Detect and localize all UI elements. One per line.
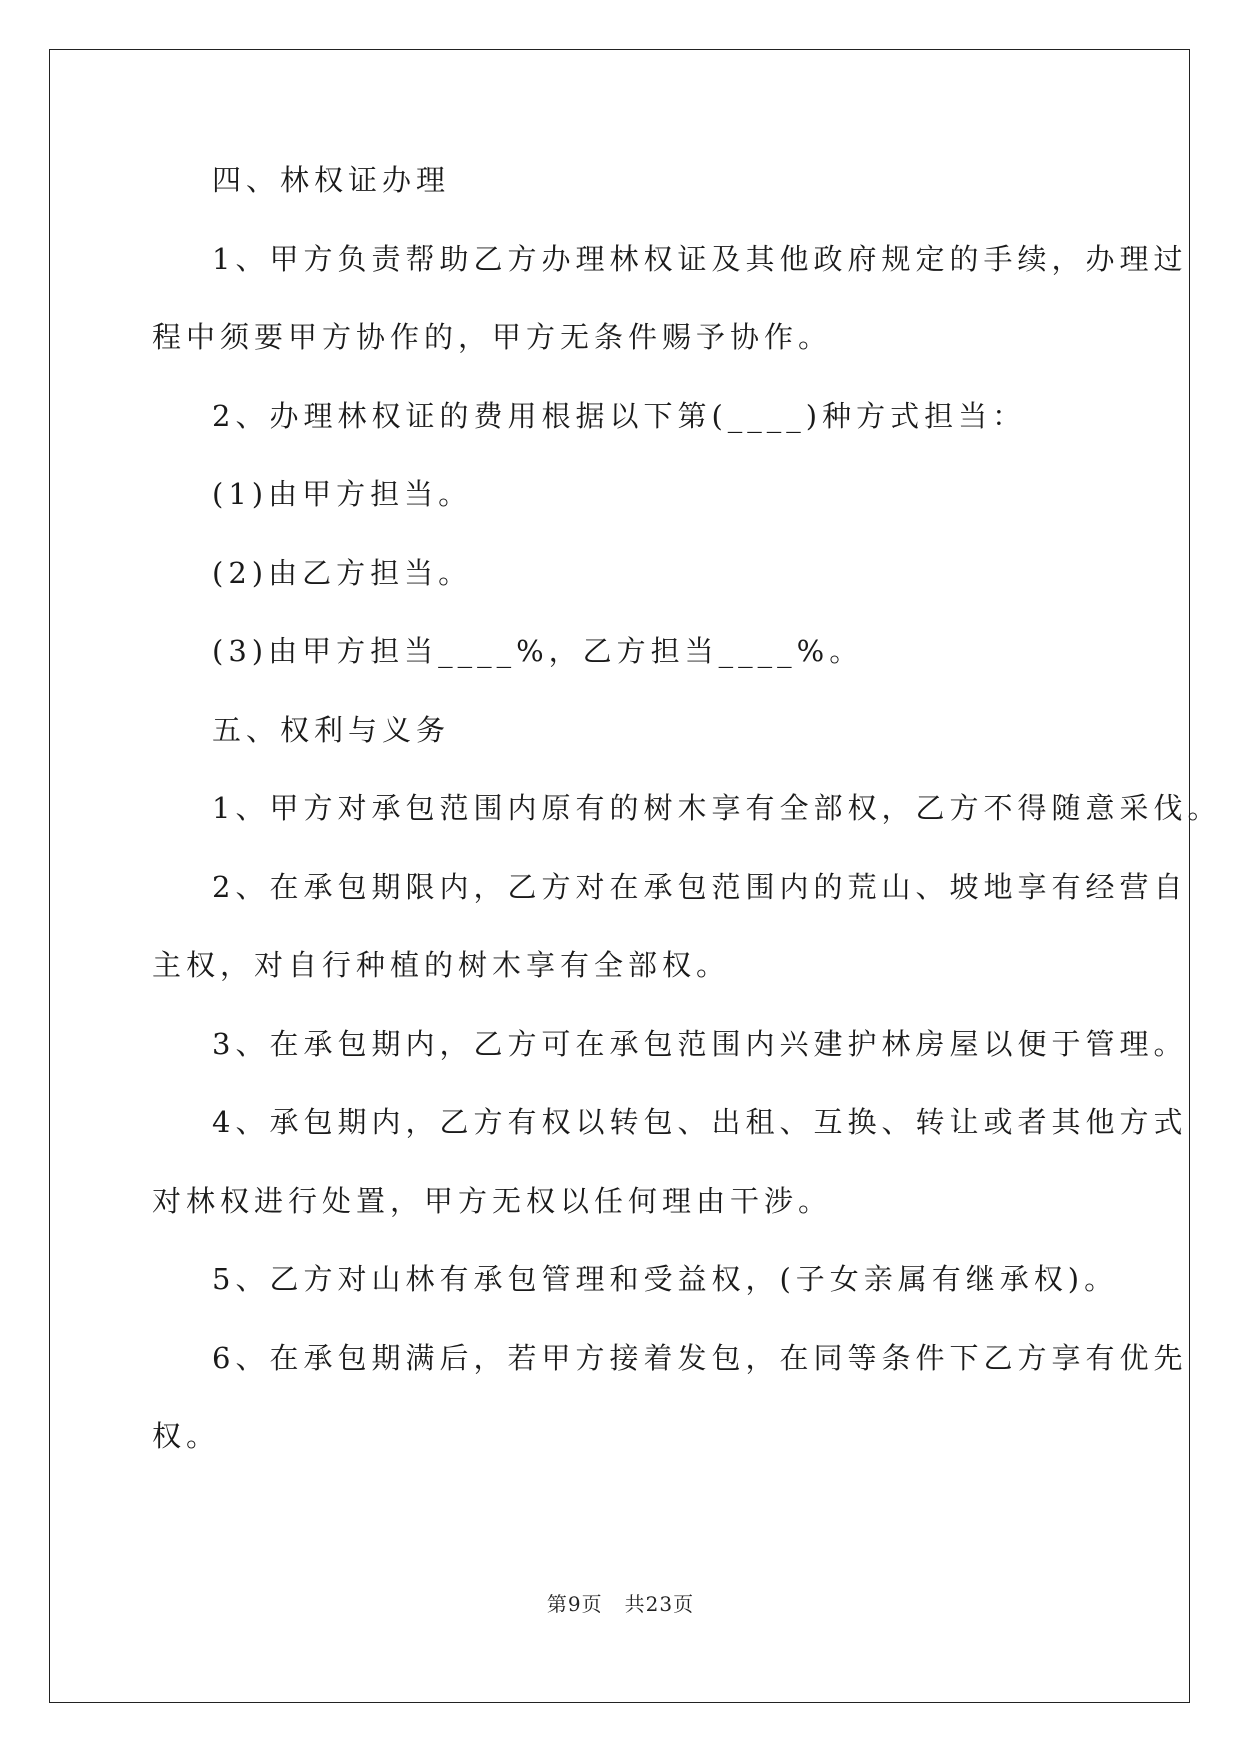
section-heading-forest-certificate: 四、林权证办理: [212, 163, 451, 197]
paragraph-line: 对林权进行处置，甲方无权以任何理由干涉。: [152, 1183, 833, 1218]
paragraph-line: 1、甲方对承包范围内原有的树木享有全部权，乙方不得随意采伐。: [212, 791, 1222, 825]
document-body: [152, 160, 1222, 1495]
paragraph-line: 1、甲方负责帮助乙方办理林权证及其他政府规定的手续，办理过: [212, 241, 1188, 276]
paragraph-line: 2、办理林权证的费用根据以下第(____)种方式担当：: [212, 398, 1027, 433]
paragraph-line: 权。: [152, 1419, 221, 1453]
paragraph-line: 程中须要甲方协作的，甲方无条件赐予协作。: [152, 320, 833, 354]
list-item: (1)由甲方担当。: [212, 477, 473, 511]
list-item: (2)由乙方担当。: [212, 555, 473, 590]
page-footer: [0, 1588, 1241, 1617]
paragraph-line: 5、乙方对山林有承包管理和受益权，(子女亲属有继承权)。: [212, 1262, 1119, 1296]
list-item: (3)由甲方担当____%，乙方担当____%。: [212, 634, 864, 668]
paragraph-line: 2、在承包期限内，乙方对在承包范围内的荒山、坡地享有经营自: [212, 869, 1188, 904]
page-number: 第9页: [546, 1592, 603, 1616]
paragraph-line: 主权，对自行种植的树木享有全部权。: [152, 948, 731, 982]
paragraph-line: 3、在承包期内，乙方可在承包范围内兴建护林房屋以便于管理。: [212, 1026, 1188, 1061]
paragraph-line: 6、在承包期满后，若甲方接着发包，在同等条件下乙方享有优先: [212, 1340, 1188, 1375]
section-heading-rights-obligations: 五、权利与义务: [212, 712, 451, 747]
paragraph-line: 4、承包期内，乙方有权以转包、出租、互换、转让或者其他方式: [212, 1105, 1188, 1139]
page-total: 共23页: [624, 1592, 695, 1616]
